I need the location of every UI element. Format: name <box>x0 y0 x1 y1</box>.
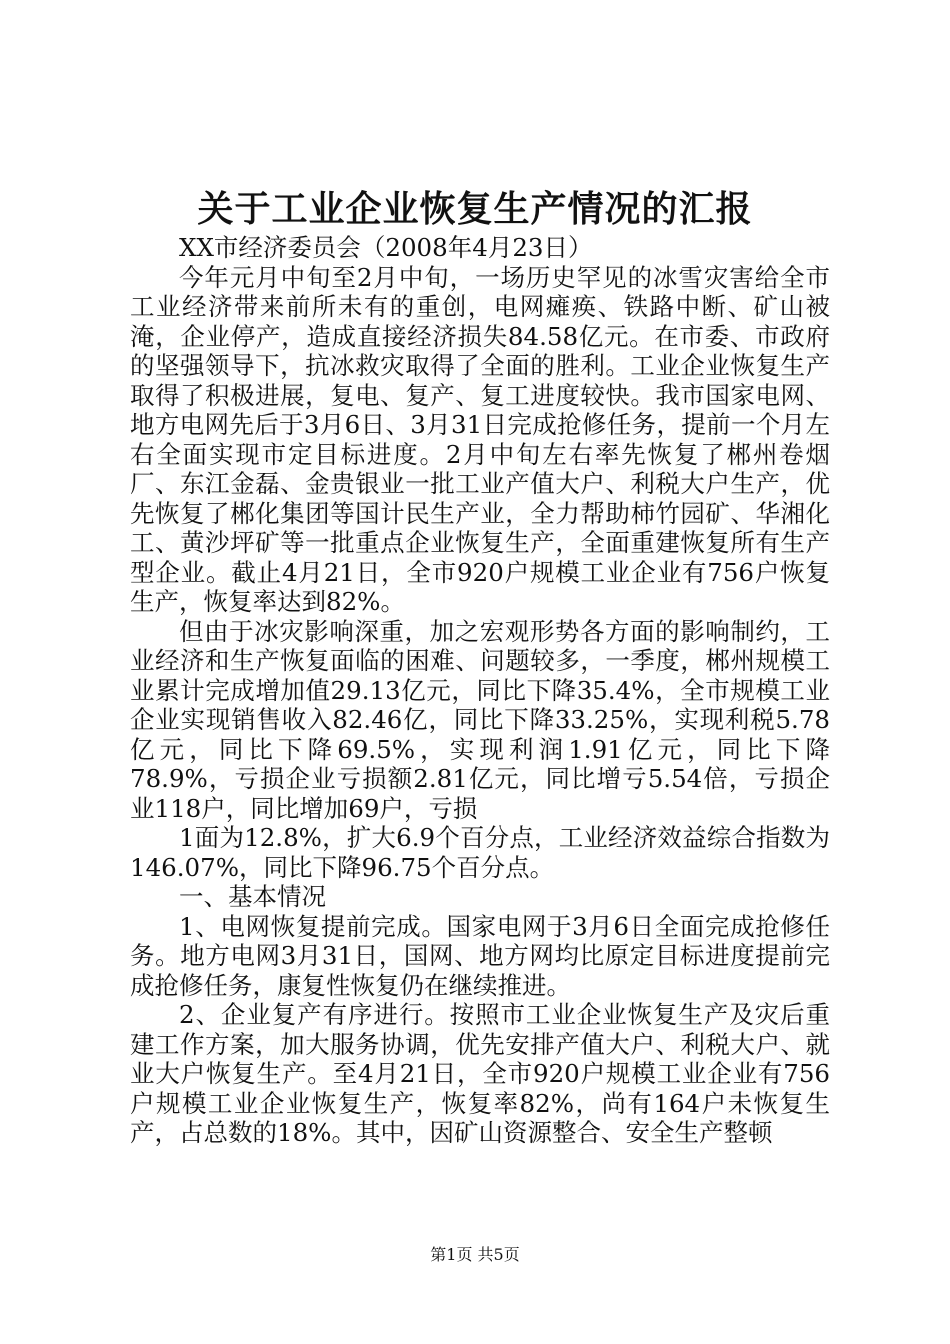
document-title: 关于工业企业恢复生产情况的汇报 <box>197 188 753 230</box>
paragraph: 1、电网恢复提前完成。国家电网于3月6日全面完成抢修任务。地方电网3月31日，国网、地方网均比原定目标进度提前完成抢修任务，康复性恢复仍在继续推进。 <box>130 911 830 1000</box>
document-body <box>130 233 830 1148</box>
page-number: 第1页 共5页 <box>430 1245 520 1264</box>
paragraph: 2、企业复产有序进行。按照市工业企业恢复生产及灾后重建工作方案，加大服务协调，优先安排产值大户、利税大户、就业大户恢复生产。至4月21日，全市920户规模工业企业有756户规模工业企业恢复生产，恢复率82%，尚有164户未恢复生产，占总数的18%。其中，因矿山资源整合、安全生产整顿 <box>130 1000 830 1147</box>
section-heading: 一、基本情况 <box>179 882 326 911</box>
paragraph: 1面为12.8%，扩大6.9个百分点，工业经济效益综合指数为146.07%，同比下降96.75个百分点。 <box>130 823 830 882</box>
issuer-line: XX市经济委员会（2008年4月23日） <box>179 233 593 262</box>
paragraph: 但由于冰灾影响深重，加之宏观形势各方面的影响制约，工业经济和生产恢复面临的困难、问题较多，一季度，郴州规模工业累计完成增加值29.13亿元，同比下降35.4%，全市规模工业企业实现销售收入82.46亿，同比下降33.25%，实现利税5.78亿元，同比下降69.5%，实现利润1.91亿元，同比下降78.9%，亏损企业亏损额2.81亿元，同比增亏5.54倍，亏损企业118户，同比增加69户，亏损 <box>130 616 830 823</box>
paragraph: 今年元月中旬至2月中旬，一场历史罕见的冰雪灾害给全市工业经济带来前所未有的重创，电网瘫痪、铁路中断、矿山被淹，企业停产，造成直接经济损失84.58亿元。在市委、市政府的坚强领导下，抗冰救灾取得了全面的胜利。工业企业恢复生产取得了积极进展，复电、复产、复工进度较快。我市国家电网、地方电网先后于3月6日、3月31日完成抢修任务，提前一个月左右全面实现市定目标进度。2月中旬左右率先恢复了郴州卷烟厂、东江金磊、金贵银业一批工业产值大户、利税大户生产，优先恢复了郴化集团等国计民生产业，全力帮助柿竹园矿、华湘化工、黄沙坪矿等一批重点企业恢复生产，全面重建恢复所有生产型企业。截止4月21日，全市920户规模工业企业有756户恢复生产，恢复率达到82%。 <box>130 262 830 616</box>
